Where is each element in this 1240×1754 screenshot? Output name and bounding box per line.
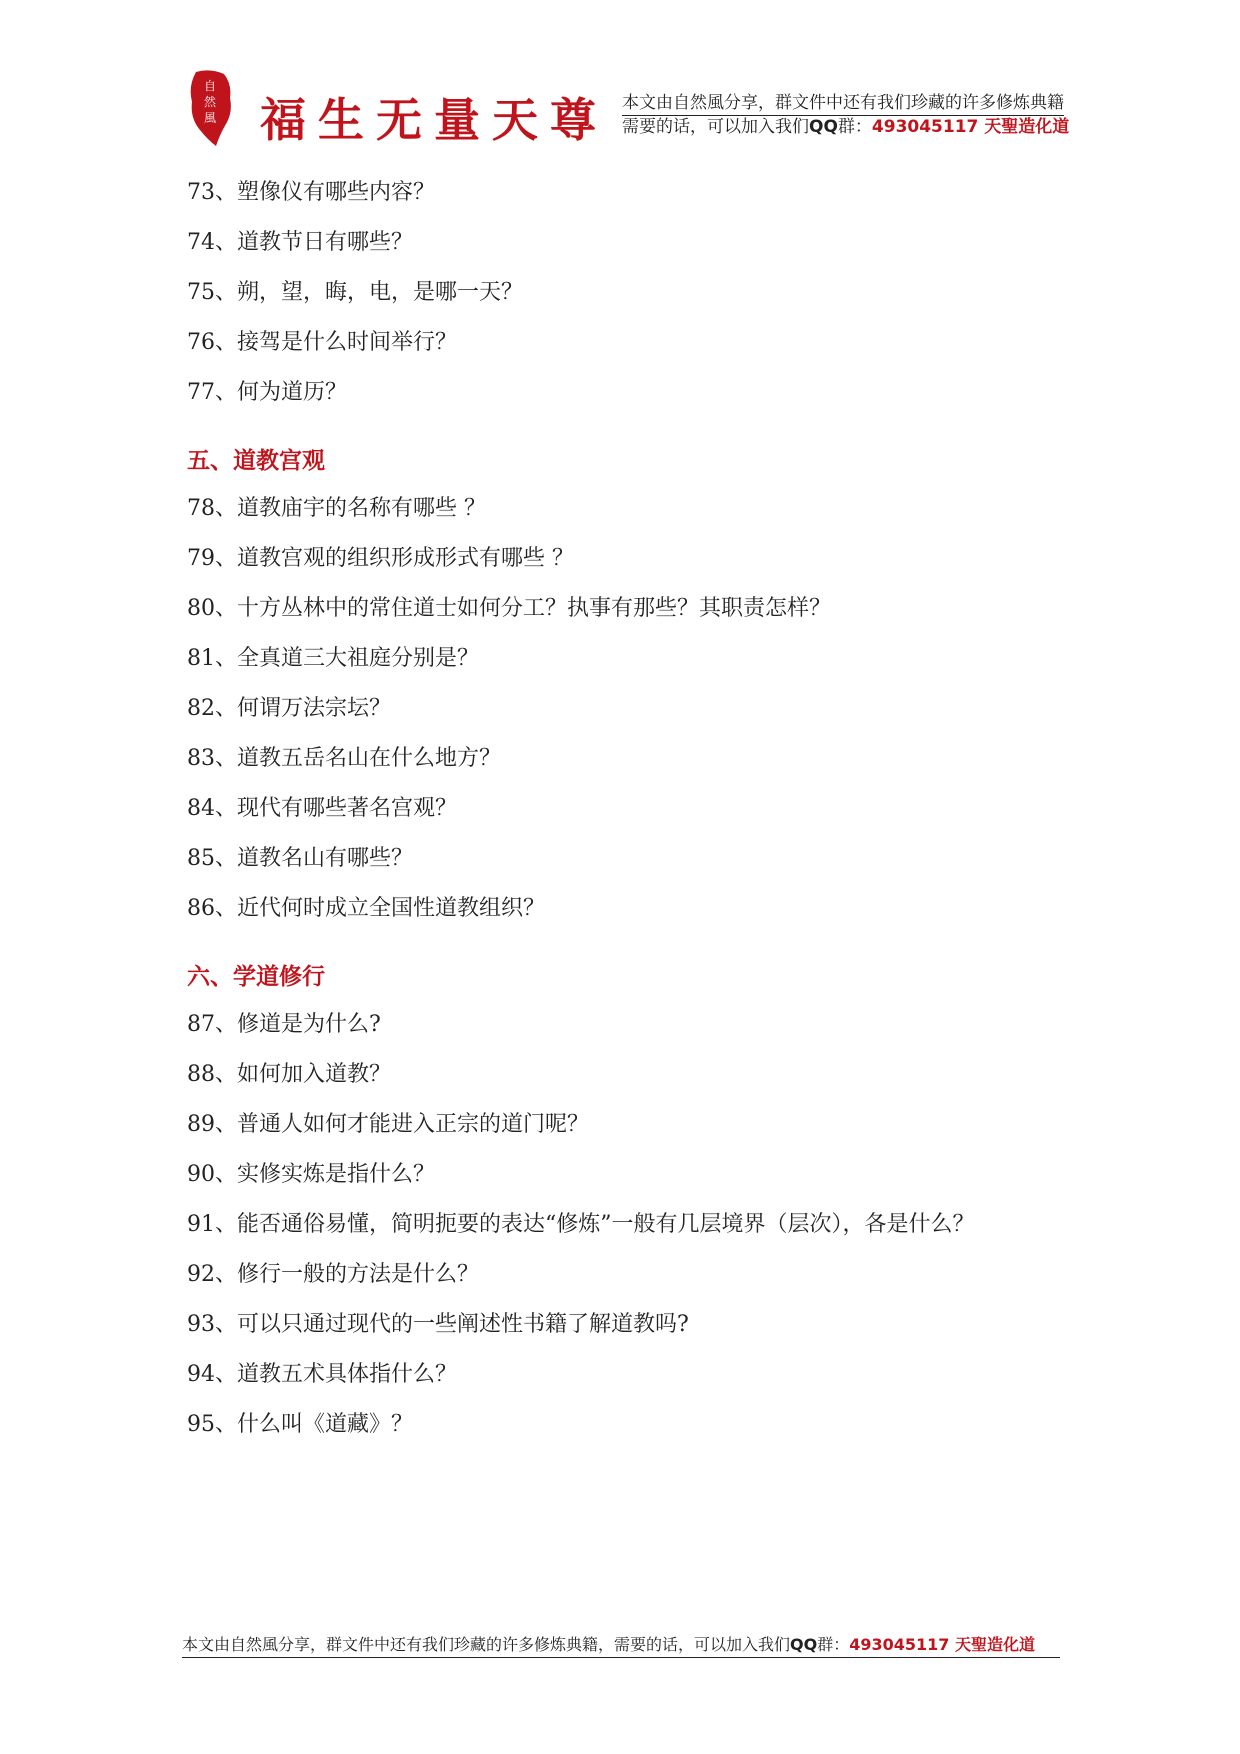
header-info	[622, 92, 1069, 139]
question-item: 80、十方丛林中的常住道士如何分工？执事有那些？其职责怎样？	[187, 596, 831, 621]
svg-text:風: 風	[203, 111, 217, 125]
footer-qq-group-number: 493045117 天聖造化道	[849, 1635, 1036, 1654]
question-item: 85、道教名山有哪些？	[187, 846, 413, 871]
question-item: 76、接驾是什么时间举行？	[187, 330, 457, 355]
question-item: 84、现代有哪些著名宫观？	[187, 796, 457, 821]
question-item: 90、实修实炼是指什么？	[187, 1162, 435, 1187]
question-item: 77、何为道历？	[187, 380, 347, 405]
page-footer: 本文由自然風分享，群文件中还有我们珍藏的许多修炼典籍，需要的话，可以加入我们QQ群：493045117 天聖造化道	[182, 1632, 1060, 1658]
question-item: 89、普通人如何才能进入正宗的道门呢？	[187, 1112, 589, 1137]
svg-text:自: 自	[203, 79, 217, 93]
question-item: 92、修行一般的方法是什么？	[187, 1262, 479, 1287]
page-header	[186, 66, 1070, 150]
question-item: 91、能否通俗易懂，简明扼要的表达“修炼”一般有几层境界（层次），各是什么？	[187, 1212, 975, 1237]
question-item: 78、道教庙宇的名称有哪些 ？	[187, 496, 486, 521]
header-line-1: 本文由自然風分享，群文件中还有我们珍藏的许多修炼典籍	[622, 92, 1064, 116]
question-item: 93、可以只通过现代的一些阐述性书籍了解道教吗?	[187, 1312, 689, 1337]
document-body	[187, 168, 1057, 1450]
question-item: 87、修道是为什么?	[187, 1012, 381, 1037]
question-item: 79、道教宫观的组织形成形式有哪些 ？	[187, 546, 574, 571]
section-heading-6: 六、学道修行	[187, 964, 325, 990]
question-item: 81、全真道三大祖庭分别是？	[187, 646, 479, 671]
question-item: 86、近代何时成立全国性道教组织？	[187, 896, 545, 921]
qq-group-number: 493045117 天聖造化道	[871, 117, 1070, 137]
question-item: 94、道教五术具体指什么？	[187, 1362, 457, 1387]
question-item: 95、什么叫《道藏》？	[187, 1412, 413, 1437]
svg-text:然: 然	[203, 95, 217, 109]
question-item: 73、塑像仪有哪些内容？	[187, 180, 435, 205]
header-line-2: 需要的话，可以加入我们QQ群：493045117 天聖造化道	[622, 117, 1070, 137]
seal-logo	[186, 68, 234, 148]
brand-title: 福生无量天尊	[260, 93, 608, 147]
question-item: 88、如何加入道教？	[187, 1062, 391, 1087]
question-item: 75、朔，望，晦，电，是哪一天？	[187, 280, 523, 305]
question-item: 82、何谓万法宗坛？	[187, 696, 391, 721]
question-item: 83、道教五岳名山在什么地方？	[187, 746, 501, 771]
question-item: 74、道教节日有哪些？	[187, 230, 413, 255]
section-heading-5: 五、道教宫观	[187, 448, 325, 474]
